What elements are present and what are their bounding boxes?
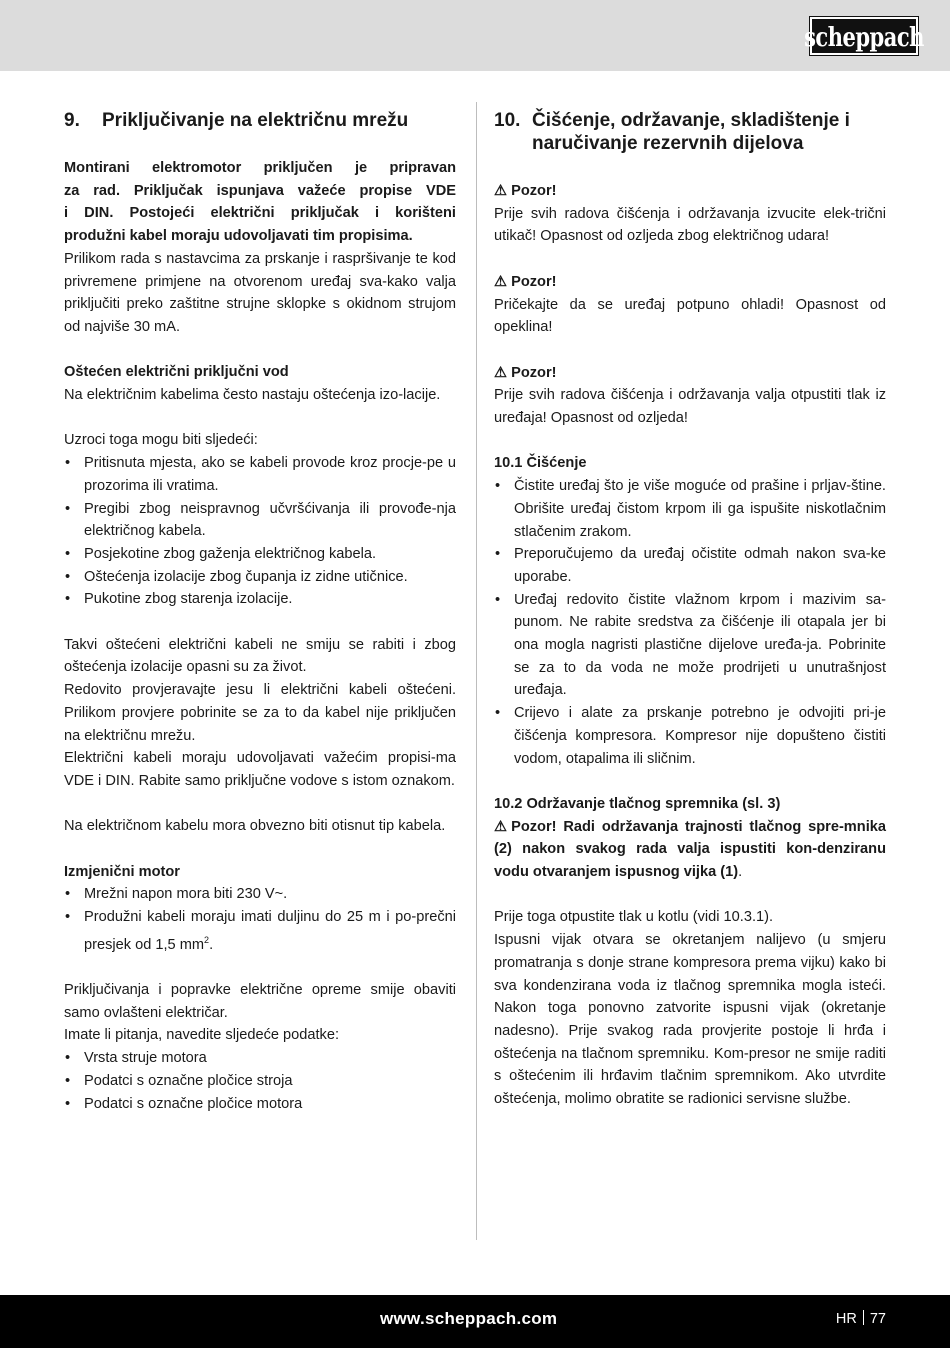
paragraph: Ispusni vijak otvara se okretanjem nalijevo (u smjeru promatranja s donje strane kompresora prema vijku) kako bi sva kondenzirana voda iz tlačnog spremnika mogla isteći. Nakon toga ponovno zatvorite ispusni vijak (okretanje nadesno). Prije svakog rada provjerite postoje li hrđa i oštećenja na tlačnom spremniku. Kom-presor ne smije raditi s oštećenim ili hrđavim tlačnim spremnikom. Ako utvrdite oštećenja, molimo obratite se radionici servisne službe. xyxy=(494,932,886,1108)
warning-text: Prije svih radova čišćenja i održavanja valja otpustiti tlak iz uređaja! Opasnost od ozljeda! xyxy=(494,387,886,426)
causes-list xyxy=(64,452,456,611)
warning-triangle-icon: ⚠ xyxy=(494,183,508,199)
motor-list xyxy=(64,883,456,956)
list-item-end: . xyxy=(209,936,214,953)
warning-text: Prije svih radova čišćenja i održavanja izvucite elek-trični utikač! Opasnost od ozljeda zbog električnog udara! xyxy=(494,205,886,245)
cleaning-list xyxy=(494,475,886,770)
list-item xyxy=(64,906,456,956)
section-number: 9. xyxy=(64,110,80,131)
warning-label: ⚠ Pozor! xyxy=(494,362,886,385)
list-item: • Pukotine zbog starenja izolacije. xyxy=(64,588,456,611)
list-item: • Pritisnuta mjesta, ako se kabeli provode kroz procje-pe u prozorima ili vratima. xyxy=(64,452,456,497)
scheppach-logo xyxy=(804,17,924,55)
list-item: • Pregibi zbog neispravnog učvršćivanja ili provođe-nja električnog kabela. xyxy=(64,498,456,543)
list-item-text: Produžni kabeli moraju imati duljinu do 25 m i po-prečni presjek od 1,5 mm xyxy=(84,909,456,953)
logo-text: scheppach xyxy=(804,20,924,52)
page-index: 77 xyxy=(869,1311,886,1327)
list-item: • Podatci s označne pločice stroja xyxy=(64,1070,456,1093)
section-9-heading xyxy=(64,109,456,132)
causes-intro: Uzroci toga mogu biti sljedeći: xyxy=(64,432,258,449)
cleaning-heading: 10.1 Čišćenje xyxy=(494,455,587,472)
intro-bold-line: za rad. Priključak ispunjava važeće propise VDE xyxy=(64,182,456,199)
list-item: • Oštećenja izolacije zbog čupanja iz zidne utičnice. xyxy=(64,566,456,589)
column-divider xyxy=(476,102,477,1240)
maintenance-heading: 10.2 Održavanje tlačnog spremnika (sl. 3) xyxy=(494,795,781,812)
page-footer xyxy=(0,1295,950,1348)
list-item: • Uređaj redovito čistite vlažnom krpom i mazivim sa-punom. Ne rabite sredstva za čišćenje ili otapala jer bi ona mogla nagristi plastične dijelove uređa-ja. Pobrinite se za to da voda ne može prodrijeti u unutrašnjost uređaja. xyxy=(494,589,886,703)
list-item: • Preporučujemo da uređaj očistite odmah nakon sva-ke uporabe. xyxy=(494,543,886,588)
list-item: • Posjekotine zbog gaženja električnog kabela. xyxy=(64,543,456,566)
intro-bold-line: i DIN. Postojeći električni priključak i korišteni xyxy=(64,205,456,222)
right-column xyxy=(494,106,886,1111)
list-item: • Mrežni napon mora biti 230 V~. xyxy=(64,883,456,906)
list-item: • Vrsta struje motora xyxy=(64,1047,456,1070)
warning-text: Pričekajte da se uređaj potpuno ohladi! Opasnost od opeklina! xyxy=(494,296,886,336)
list-item: • Crijevo i alate za prskanje potrebno je odvojiti pri-je čišćenja kompresora. Kompresor nije dopušteno čistiti vodom, otapalima ili sličnim. xyxy=(494,702,886,770)
paragraph: Takvi oštećeni električni kabeli ne smiju se rabiti i zbog oštećenja izolacije opasni su za život. xyxy=(64,636,456,676)
section-10-heading xyxy=(494,109,886,155)
intro-text: Prilikom rada s nastavcima za prskanje i raspršivanje te kod privremene primjene na otvorenom uređaj sva-kako valja priključiti preko zaštitne strujne sklopke s okidnom strujom od najviše 30 mA. xyxy=(64,250,456,335)
paragraph: Prije toga otpustite tlak u kotlu (vidi 10.3.1). xyxy=(494,909,774,926)
warning-triangle-icon: ⚠ xyxy=(494,364,508,381)
list-item: • Podatci s označne pločice motora xyxy=(64,1093,456,1116)
warning-triangle-icon: ⚠ xyxy=(494,818,508,835)
warning-label: ⚠ Pozor! xyxy=(494,180,886,203)
intro-bold-line: produžni kabel moraju udovoljavati tim propisima. xyxy=(64,228,413,245)
paragraph: Redovito provjeravajte jesu li električni kabeli oštećeni. Prilikom provjere pobrinite se za to da kabel nije priključen na električnu mrežu. xyxy=(64,682,456,744)
damaged-cable-heading: Oštećen električni priključni vod xyxy=(64,364,289,381)
warning-label: ⚠ Pozor! xyxy=(494,271,886,294)
website-url: www.scheppach.com xyxy=(380,1309,558,1328)
motor-heading: Izmjenični motor xyxy=(64,863,180,880)
intro-bold-line: Montirani elektromotor priključen je pripravan xyxy=(64,160,456,176)
paragraph: Na električnom kabelu mora obvezno biti otisnut tip kabela. xyxy=(64,818,446,835)
language-code: HR xyxy=(835,1311,857,1327)
data-list xyxy=(64,1047,456,1115)
section-title: Čišćenje, održavanje, skladištenje i naručivanje rezervnih dijelova xyxy=(532,110,850,154)
page-header xyxy=(0,0,950,71)
maintenance-warning: ⚠ Pozor! Radi održavanja trajnosti tlačnog spre-mnika (2) nakon svakog rada valja ispustiti kon-denziranu vodu otvaranjem ispusnog vijka (1). xyxy=(494,816,886,884)
section-title: Priključivanje na električnu mrežu xyxy=(102,110,409,131)
left-column xyxy=(64,106,456,1115)
page-number xyxy=(836,1310,886,1327)
section-number: 10. xyxy=(494,110,521,131)
damaged-cable-text: Na električnim kabelima često nastaju oštećenja izo-lacije. xyxy=(64,387,441,404)
paragraph: Priključivanja i popravke električne opreme smije obaviti samo ovlašteni električar. xyxy=(64,982,456,1021)
list-item: • Čistite uređaj što je više moguće od prašine i prljav-štine. Obrišite uređaj čistom krpom ili ga ispušite niskotlačnim stlačenim zrakom. xyxy=(494,475,886,543)
paragraph: Električni kabeli moraju udovoljavati važećim propisi-ma VDE i DIN. Rabite samo priključne vodove s istom oznakom. xyxy=(64,750,456,789)
paragraph: Imate li pitanja, navedite sljedeće podatke: xyxy=(64,1027,340,1044)
superscript: 2 xyxy=(204,934,210,945)
warning-triangle-icon: ⚠ xyxy=(494,273,508,290)
